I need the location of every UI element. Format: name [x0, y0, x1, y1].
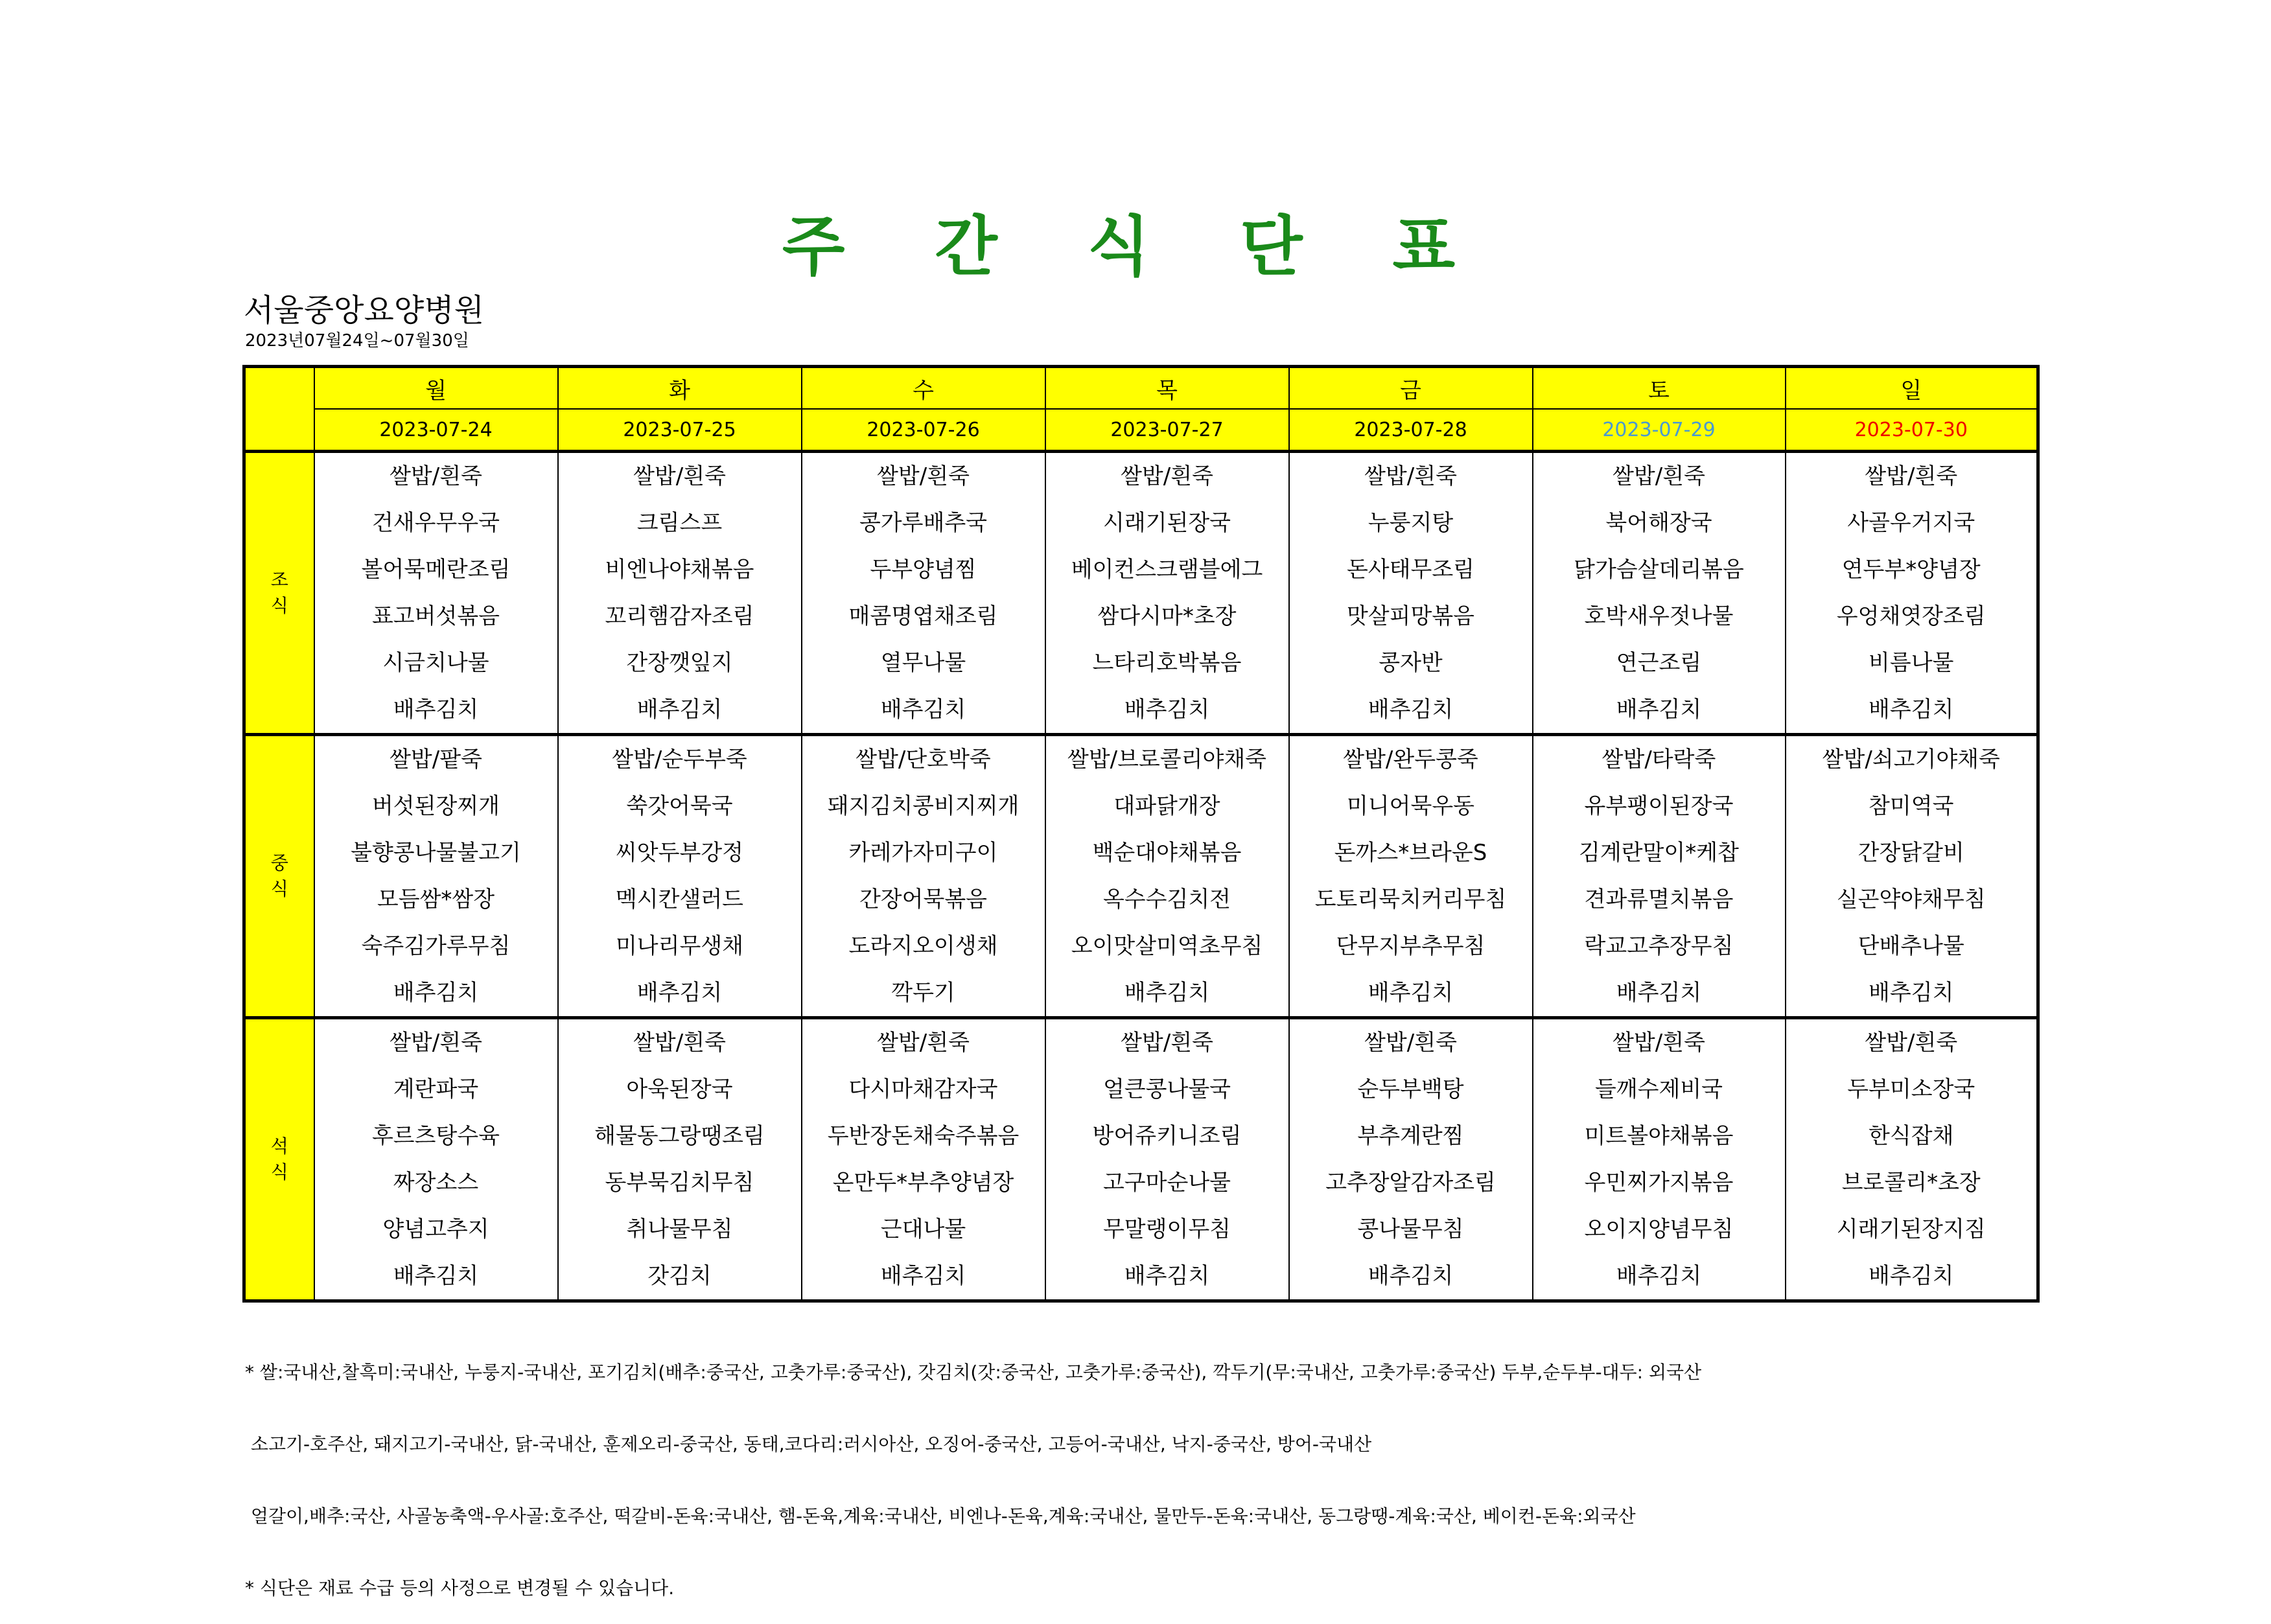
menu-item: 쌀밥/흰죽 [633, 1030, 726, 1056]
meal-row [244, 1018, 2038, 1301]
meal-label [244, 452, 314, 735]
menu-item: 짜장소스 [393, 1170, 479, 1196]
menu-item: 쌀밥/팥죽 [390, 747, 482, 772]
menu-item: 배추김치 [393, 697, 479, 723]
menu-item: 두반장돈채숙주볶음 [827, 1123, 1019, 1149]
menu-item: 배추김치 [880, 697, 966, 723]
menu-item: 고추장알감자조림 [1325, 1170, 1496, 1196]
menu-item: 방어쥬키니조림 [1092, 1123, 1242, 1149]
menu-item: 돈사태무조림 [1346, 557, 1475, 583]
menu-item: 시금치나물 [382, 650, 489, 676]
menu-item: 배추김치 [393, 1263, 479, 1289]
menu-item: 참미역국 [1869, 793, 1954, 819]
menu-cell [1289, 735, 1533, 1018]
day-header: 수 [802, 367, 1045, 410]
origin-notes [245, 1312, 1701, 1624]
menu-item: 배추김치 [1869, 980, 1954, 1006]
menu-item: 열무나물 [880, 650, 966, 676]
menu-cell [1533, 735, 1786, 1018]
day-header: 토 [1533, 367, 1786, 410]
menu-item: 고구마순나물 [1102, 1170, 1231, 1196]
meal-label-char: 조 [270, 569, 288, 590]
menu-item: 무말랭이무침 [1102, 1216, 1231, 1242]
note-line: 소고기-호주산, 돼지고기-국내산, 닭-국내산, 훈제오리-중국산, 동태,코다리:러시아산, 오징어-중국산, 고등어-국내산, 낙지-중국산, 방어-국내산 [245, 1433, 1372, 1455]
day-header: 일 [1786, 367, 2038, 410]
menu-item: 온만두*부추양념장 [832, 1170, 1014, 1196]
menu-item: 쌀밥/타락죽 [1601, 747, 1716, 772]
menu-cell [1533, 1018, 1786, 1301]
menu-item: 쌀밥/흰죽 [1121, 463, 1213, 489]
menu-item: 쌀밥/단호박죽 [856, 747, 991, 772]
menu-item: 배추김치 [1869, 1263, 1954, 1289]
menu-item: 두부양념찜 [870, 557, 977, 583]
day-header: 목 [1045, 367, 1289, 410]
menu-item: 버섯된장찌개 [371, 793, 500, 819]
menu-item: 쑥갓어묵국 [626, 793, 733, 819]
menu-cell [558, 452, 802, 735]
menu-item: 꼬리햄감자조림 [605, 603, 754, 629]
menu-item: 쌀밥/흰죽 [1364, 1030, 1457, 1056]
menu-cell [1289, 1018, 1533, 1301]
menu-item: 크림스프 [636, 510, 723, 536]
menu-item: 부추계란찜 [1357, 1123, 1464, 1149]
menu-item: 쌀밥/흰죽 [1364, 463, 1457, 489]
menu-item: 취나물무침 [626, 1216, 733, 1242]
meal-label-char: 석 [270, 1135, 288, 1157]
header-corner [244, 367, 314, 452]
menu-cell [802, 1018, 1045, 1301]
menu-item: 쌀밥/흰죽 [1865, 1030, 1958, 1056]
menu-item: 배추김치 [1616, 980, 1702, 1006]
date-header: 2023-07-26 [802, 409, 1045, 452]
menu-item: 두부미소장국 [1847, 1076, 1975, 1102]
menu-item: 한식잡채 [1869, 1123, 1954, 1149]
menu-item: 연두부*양념장 [1841, 557, 1981, 583]
menu-item: 단무지부추무침 [1336, 933, 1485, 959]
menu-item: 간장닭갈비 [1858, 840, 1964, 866]
menu-item: 숙주김가루무침 [361, 933, 511, 959]
menu-item: 배추김치 [1616, 697, 1702, 723]
menu-item: 콩나물무침 [1357, 1216, 1464, 1242]
menu-item: 씨앗두부강정 [615, 840, 744, 866]
menu-item: 시래기된장지짐 [1836, 1216, 1986, 1242]
menu-item: 순두부백탕 [1357, 1076, 1464, 1102]
menu-item: 배추김치 [1616, 1263, 1702, 1289]
menu-item: 간장깻잎지 [626, 650, 733, 676]
menu-item: 모듬쌈*쌈장 [377, 887, 495, 912]
menu-item: 쌀밥/흰죽 [877, 1030, 970, 1056]
meal-label-char: 식 [270, 595, 288, 616]
date-header-sunday: 2023-07-30 [1786, 409, 2038, 452]
menu-item: 배추김치 [636, 697, 723, 723]
menu-item: 단배추나물 [1858, 933, 1964, 959]
menu-cell [314, 1018, 558, 1301]
menu-item: 볼어묵메란조림 [361, 557, 511, 583]
menu-item: 계란파국 [393, 1076, 479, 1102]
menu-item: 미트볼야채볶음 [1584, 1123, 1734, 1149]
menu-item: 쌈다시마*초장 [1097, 603, 1237, 629]
menu-item: 쌀밥/흰죽 [390, 1030, 482, 1056]
menu-item: 돈까스*브라운S [1334, 840, 1487, 866]
menu-item: 미니어묵우동 [1346, 793, 1475, 819]
day-header: 월 [314, 367, 558, 410]
menu-item: 실곤약야채무침 [1836, 887, 1986, 912]
menu-cell [1289, 452, 1533, 735]
menu-item: 들깨수제비국 [1594, 1076, 1723, 1102]
menu-item: 닭가슴살데리볶음 [1574, 557, 1744, 583]
menu-cell [1045, 452, 1289, 735]
menu-item: 콩자반 [1379, 650, 1443, 676]
day-header: 금 [1289, 367, 1533, 410]
menu-cell [314, 452, 558, 735]
menu-cell [802, 452, 1045, 735]
menu-item: 비름나물 [1869, 650, 1954, 676]
menu-item: 도라지오이생채 [848, 933, 998, 959]
menu-item: 쌀밥/흰죽 [633, 463, 726, 489]
menu-item: 쌀밥/완두콩죽 [1343, 747, 1478, 772]
day-header: 화 [558, 367, 802, 410]
menu-item: 미나리무생채 [615, 933, 744, 959]
menu-cell [1786, 1018, 2038, 1301]
menu-item: 쌀밥/흰죽 [1613, 1030, 1705, 1056]
day-header-row [244, 367, 2038, 410]
menu-item: 간장어묵볶음 [859, 887, 988, 912]
menu-item: 호박새우젓나물 [1584, 603, 1734, 629]
menu-cell [1045, 1018, 1289, 1301]
menu-item: 브로콜리*초장 [1841, 1170, 1981, 1196]
menu-item: 쌀밥/흰죽 [1865, 463, 1958, 489]
menu-item: 쌀밥/순두부죽 [612, 747, 747, 772]
menu-item: 콩가루배추국 [859, 510, 988, 536]
menu-period: 2023년07월24일~07월30일 [245, 331, 469, 351]
menu-item: 대파닭개장 [1113, 793, 1220, 819]
menu-item: 우민찌가지볶음 [1584, 1170, 1734, 1196]
meal-label-char: 식 [270, 1161, 288, 1183]
menu-item: 갓김치 [647, 1263, 712, 1289]
date-header: 2023-07-24 [314, 409, 558, 452]
date-header-row [244, 409, 2038, 452]
note-line: * 쌀:국내산,찰흑미:국내산, 누룽지-국내산, 포기김치(배추:중국산, 고춧가루:중국산), 갓김치(갓:중국산, 고춧가루:중국산), 깍두기(무:국내산, 고춧가루:중국산) 두부,순두부-대두: 외국산 [245, 1362, 1702, 1383]
menu-item: 쌀밥/흰죽 [390, 463, 482, 489]
menu-item: 북어해장국 [1605, 510, 1712, 536]
menu-item: 배추김치 [1368, 980, 1454, 1006]
menu-item: 유부팽이된장국 [1584, 793, 1734, 819]
menu-item: 연근조림 [1616, 650, 1702, 676]
menu-item: 멕시칸샐러드 [615, 887, 744, 912]
menu-cell [314, 735, 558, 1018]
meal-label-char: 식 [270, 878, 288, 899]
menu-item: 건새우무우국 [371, 510, 500, 536]
meal-label [244, 735, 314, 1018]
menu-item: 배추김치 [1124, 697, 1210, 723]
menu-cell [1045, 735, 1289, 1018]
menu-item: 쌀밥/쇠고기야채죽 [1822, 747, 2000, 772]
menu-item: 쌀밥/흰죽 [877, 463, 970, 489]
menu-item: 시래기된장국 [1102, 510, 1231, 536]
date-header-saturday: 2023-07-29 [1533, 409, 1786, 452]
menu-item: 견과류멸치볶음 [1584, 887, 1734, 912]
menu-item: 후르츠탕수육 [371, 1123, 500, 1149]
menu-item: 배추김치 [1368, 697, 1454, 723]
menu-item: 배추김치 [1124, 980, 1210, 1006]
menu-item: 옥수수김치전 [1102, 887, 1231, 912]
menu-item: 표고버섯볶음 [371, 603, 500, 629]
menu-item: 배추김치 [1869, 697, 1954, 723]
note-line: 얼갈이,배추:국산, 사골농축액-우사골:호주산, 떡갈비-돈육:국내산, 햄-돈육,계육:국내산, 비엔나-돈육,계육:국내산, 물만두-돈육:국내산, 동그랑땡-계육:국산, 베이컨-돈육:외국산 [245, 1505, 1636, 1527]
date-header: 2023-07-25 [558, 409, 802, 452]
menu-item: 양념고추지 [382, 1216, 489, 1242]
menu-item: 불향콩나물불고기 [351, 840, 521, 866]
menu-cell [558, 1018, 802, 1301]
meal-row [244, 452, 2038, 735]
menu-item: 아욱된장국 [626, 1076, 733, 1102]
date-header: 2023-07-27 [1045, 409, 1289, 452]
menu-item: 배추김치 [880, 1263, 966, 1289]
menu-cell [1786, 452, 2038, 735]
menu-item: 해물동그랑땡조림 [594, 1123, 765, 1149]
menu-item: 오이맛살미역초무침 [1071, 933, 1263, 959]
menu-item: 우엉채엿장조림 [1836, 603, 1986, 629]
hospital-name: 서울중앙요양병원 [244, 292, 484, 329]
menu-item: 동부묵김치무침 [605, 1170, 754, 1196]
page-title: 주 간 식 단 표 [782, 209, 1489, 284]
meal-label [244, 1018, 314, 1301]
menu-item: 오이지양념무침 [1584, 1216, 1734, 1242]
menu-cell [1786, 735, 2038, 1018]
menu-cell [802, 735, 1045, 1018]
menu-item: 베이컨스크램블에그 [1071, 557, 1263, 583]
meal-label-char: 중 [270, 852, 288, 874]
meal-row [244, 735, 2038, 1018]
menu-cell [558, 735, 802, 1018]
menu-item: 얼큰콩나물국 [1102, 1076, 1231, 1102]
menu-item: 배추김치 [393, 980, 479, 1006]
menu-item: 락교고추장무침 [1584, 933, 1734, 959]
menu-item: 백순대야채볶음 [1092, 840, 1242, 866]
menu-item: 느타리호박볶음 [1092, 650, 1242, 676]
menu-item: 누룽지탕 [1368, 510, 1454, 536]
menu-item: 쌀밥/브로콜리야채죽 [1067, 747, 1267, 772]
menu-item: 쌀밥/흰죽 [1121, 1030, 1213, 1056]
menu-item: 배추김치 [636, 980, 723, 1006]
menu-item: 비엔나야채볶음 [605, 557, 754, 583]
menu-item: 배추김치 [1124, 1263, 1210, 1289]
menu-item: 맛살피망볶음 [1346, 603, 1475, 629]
menu-item: 김계란말이*케찹 [1579, 840, 1739, 866]
menu-item: 쌀밥/흰죽 [1613, 463, 1705, 489]
menu-item: 배추김치 [1368, 1263, 1454, 1289]
note-line: * 식단은 재료 수급 등의 사정으로 변경될 수 있습니다. [245, 1577, 675, 1599]
menu-item: 깍두기 [891, 980, 955, 1006]
menu-item: 다시마채감자국 [848, 1076, 998, 1102]
weekly-menu-table [242, 365, 2040, 1303]
menu-item: 매콤명엽채조림 [848, 603, 998, 629]
date-header: 2023-07-28 [1289, 409, 1533, 452]
menu-item: 돼지김치콩비지찌개 [827, 793, 1019, 819]
menu-item: 근대나물 [880, 1216, 966, 1242]
menu-item: 사골우거지국 [1847, 510, 1975, 536]
menu-item: 도토리묵치커리무침 [1314, 887, 1507, 912]
menu-cell [1533, 452, 1786, 735]
menu-item: 카레가자미구이 [848, 840, 998, 866]
